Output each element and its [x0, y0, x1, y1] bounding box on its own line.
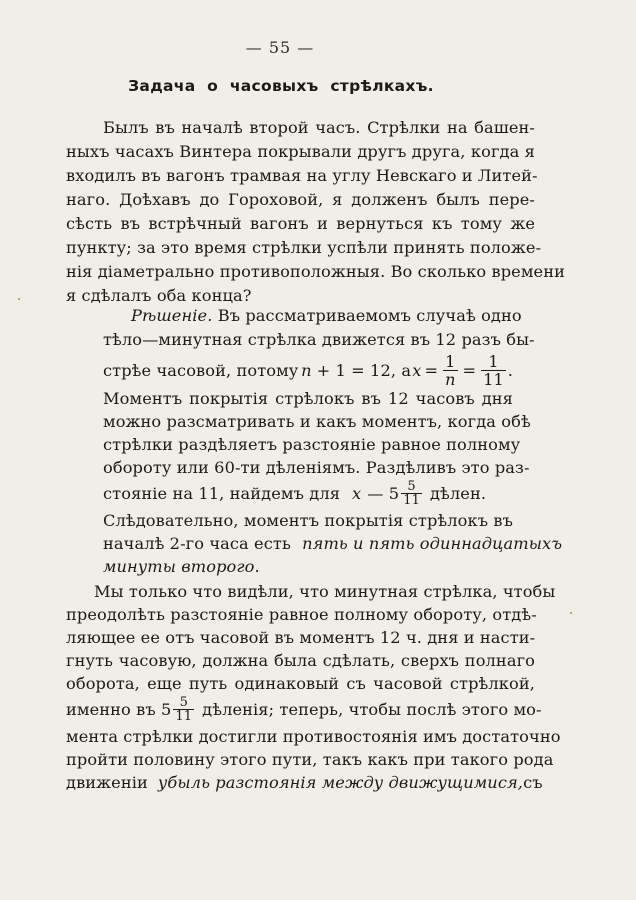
paragraph-line: Мы только что видѣли, что минутная стрѣлка, чтобы: [94, 582, 556, 601]
solution-line: [103, 534, 563, 553]
solution-line: Слѣдовательно, моментъ покрытія стрѣлокъ въ: [103, 511, 513, 530]
fraction-numerator: 1: [443, 353, 457, 371]
solution-period: .: [254, 557, 260, 576]
formula-eq: + 1 = 12, а: [316, 360, 412, 380]
paragraph-line: ляющее ее отъ часовой въ моментъ 12 ч. дня и насти-: [66, 628, 536, 647]
solution-italic: пять и пять одиннадцатыхъ: [302, 534, 563, 553]
paragraph-line: [66, 773, 543, 792]
formula-n: n: [301, 360, 312, 380]
problem-line: пункту; за это время стрѣлки успѣли принять положе-: [66, 238, 542, 257]
fraction-denominator: n: [445, 369, 456, 389]
solution-text: Въ рассматриваемомъ случаѣ одно: [217, 306, 522, 325]
paragraph-line: гнуть часовую, должна была сдѣлать, сверхъ полнаго: [66, 651, 535, 670]
problem-line: сѣсть въ встрѣчный вагонъ и вернуться къ тому же: [66, 214, 535, 233]
problem-line: наго. Доѣхавъ до Гороховой, я долженъ былъ пере-: [66, 190, 535, 209]
paper-speck: [570, 612, 572, 614]
paragraph-text: дѣленія; теперь, чтобы послѣ этого мо-: [202, 699, 542, 719]
formula-text: — 5: [367, 483, 400, 503]
solution-label: Рѣшеніе.: [131, 306, 213, 325]
solution-text: дѣлен.: [429, 483, 487, 503]
problem-line: входилъ въ вагонъ трамвая на углу Невскаго и Литей-: [66, 166, 538, 185]
paragraph-text: именно въ 5: [66, 699, 172, 719]
fraction-1-over-n: [443, 353, 457, 388]
paragraph-line: пройти половину этого пути, такъ какъ при такого рода: [66, 750, 554, 769]
solution-line: обороту или 60-ти дѣленіямъ. Раздѣливъ это раз-: [103, 458, 530, 477]
solution-text: началѣ 2-го часа есть: [103, 534, 291, 553]
fraction-denominator: 11: [175, 708, 193, 724]
problem-line: нія діаметрально противоположныя. Во сколько времени: [66, 262, 565, 281]
fraction-5-over-11: [173, 696, 194, 723]
paper-speck: [18, 298, 20, 300]
paragraph-italic: убыль разстоянія между движущимися,: [157, 773, 524, 792]
problem-line: Былъ въ началѣ второй часъ. Стрѣлки на башен-: [103, 118, 535, 137]
paragraph-line: мента стрѣлки достигли противостоянія имъ достаточно: [66, 727, 561, 746]
fraction-denominator: 11: [483, 369, 504, 389]
problem-line: ныхъ часахъ Винтера покрывали другъ друга, когда я: [66, 142, 535, 161]
solution-italic: минуты второго: [103, 557, 255, 576]
solution-line: можно разсматривать и какъ моментъ, когда обѣ: [103, 412, 531, 431]
fraction-numerator: 1: [481, 353, 506, 371]
solution-text: стояніе на 11, найдемъ для: [103, 483, 341, 503]
fraction-1-over-11: [481, 353, 506, 388]
formula-equals: =: [424, 360, 439, 380]
fraction-denominator: 11: [403, 492, 420, 508]
solution-line: стрѣлки раздѣляетъ разстояніе равное полному: [103, 435, 521, 454]
paragraph-text: съ: [523, 773, 543, 792]
paragraph-line: оборота, еще путь одинаковый съ часовой стрѣлкой,: [66, 674, 535, 693]
paragraph-formula-line: [66, 693, 542, 725]
fraction-5-over-11: [401, 480, 422, 507]
page-number: — 55 —: [245, 38, 315, 57]
formula-equals: =: [462, 360, 477, 380]
section-title: Задача о часовыхъ стрѣлкахъ.: [128, 77, 434, 95]
formula-period: .: [507, 360, 513, 380]
solution-line: Моментъ покрытія стрѣлокъ въ 12 часовъ дня: [103, 389, 513, 408]
solution-line: [103, 557, 513, 576]
solution-formula-line: [103, 477, 513, 509]
solution-line: тѣло—минутная стрѣлка движется въ 12 разъ бы-: [103, 330, 535, 349]
paragraph-line: преодолѣть разстояніе равное полному обороту, отдѣ-: [66, 605, 537, 624]
solution-formula-line: [103, 353, 513, 387]
formula-text: стрѣе часовой, потому: [103, 360, 299, 380]
fraction-numerator: 5: [401, 480, 422, 494]
formula-x: x: [412, 360, 422, 380]
fraction-numerator: 5: [173, 696, 194, 710]
solution-line: [131, 306, 522, 325]
formula-x: x: [352, 483, 362, 503]
problem-line: я сдѣлалъ оба конца?: [66, 286, 252, 305]
paragraph-text: движеніи: [66, 773, 148, 792]
